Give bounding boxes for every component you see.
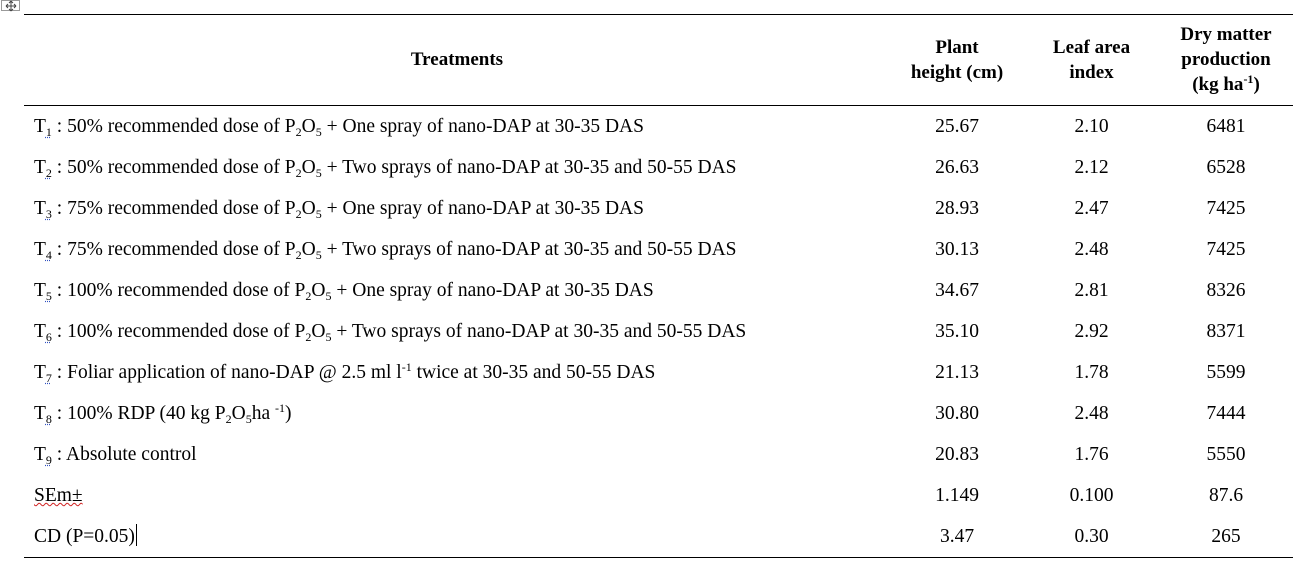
lai-cell: 2.81	[1074, 280, 1109, 301]
header-leaf-area-index	[1024, 14, 1159, 105]
dry-matter-cell: 7425	[1206, 239, 1246, 260]
dry-matter-cell: 8371	[1206, 321, 1246, 342]
dry-matter-cell: 7425	[1206, 198, 1246, 219]
dry-matter-cell: 87.6	[1208, 485, 1244, 506]
lai-cell: 0.30	[1074, 526, 1109, 547]
cd-label[interactable]: CD (P=0.05)	[34, 526, 135, 547]
table-row	[24, 270, 1293, 311]
plant-height-cell: 30.13	[935, 239, 979, 260]
table-move-handle[interactable]	[1, 0, 20, 11]
dry-matter-cell: 6528	[1206, 157, 1246, 178]
plant-height-cell: 34.67	[935, 280, 979, 301]
dry-matter-cell: 5550	[1206, 444, 1246, 465]
dry-matter-cell: 6481	[1206, 116, 1246, 137]
lai-cell: 1.76	[1074, 444, 1109, 465]
header-plant-height-line2: height (cm)	[910, 61, 1004, 83]
table-row	[24, 188, 1293, 229]
header-plant-height-line1: Plant	[935, 36, 979, 58]
table-bottom-rule	[24, 557, 1293, 558]
treatment-cell: $T_3$ : 75% recommended dose of $P_2O_5$ + One spray of nano-DAP at 30-35 DAS	[34, 198, 644, 221]
treatment-cell: $T_4$ : 75% recommended dose of $P_2O_5$ + Two sprays of nano-DAP at 30-35 and 50-55 DAS	[34, 239, 737, 262]
lai-cell: 2.47	[1074, 198, 1109, 219]
treatment-cell: $T_8$ : 100% RDP (40 kg $P_2O_5ha$ $^{-1}$)	[34, 401, 292, 426]
lai-cell: 2.48	[1074, 239, 1109, 260]
table-row	[24, 106, 1293, 147]
table-row	[24, 434, 1293, 475]
treatment-cell: $T_7$ : Foliar application of nano-DAP @ 2.5 ml $l^{-1}$ twice at 30-35 and 50-55 DAS	[34, 360, 656, 385]
plant-height-cell: 25.67	[935, 116, 979, 137]
plant-height-cell: 20.83	[935, 444, 979, 465]
plant-height-cell: 3.47	[939, 526, 975, 547]
sem-row	[24, 475, 1293, 516]
treatment-cell: $T_1$ : 50% recommended dose of $P_2O_5$ + One spray of nano-DAP at 30-35 DAS	[34, 116, 644, 139]
header-dm-line1: Dry matter	[1180, 24, 1272, 45]
header-dry-matter	[1159, 14, 1293, 105]
table-row	[24, 352, 1293, 393]
plant-height-cell: 1.149	[935, 485, 979, 506]
plant-height-cell: 35.10	[935, 321, 979, 342]
lai-cell: 0.100	[1069, 485, 1114, 506]
text-cursor	[136, 524, 137, 546]
dry-matter-cell: 5599	[1206, 362, 1246, 383]
header-dm-line3: (kg $ha^{-1}$)	[1192, 72, 1260, 95]
header-treatments	[24, 14, 890, 105]
lai-cell: 2.10	[1074, 116, 1109, 137]
plant-height-cell: 30.80	[935, 403, 979, 424]
lai-cell: 2.48	[1074, 403, 1109, 424]
move-arrows-icon	[4, 0, 18, 12]
header-lai-line1: Leaf area	[1052, 36, 1131, 58]
lai-cell: 2.12	[1074, 157, 1109, 178]
header-treatments-label: Treatments	[410, 49, 504, 70]
dry-matter-cell: 8326	[1206, 280, 1246, 301]
table-body	[24, 106, 1293, 557]
table-row	[24, 147, 1293, 188]
table-row	[24, 229, 1293, 270]
table-row	[24, 311, 1293, 352]
plant-height-cell: 21.13	[935, 362, 979, 383]
treatment-cell: $T_9$ : Absolute control	[34, 444, 197, 467]
table-row	[24, 393, 1293, 434]
treatment-cell: $T_6$ : 100% recommended dose of $P_2O_5$ + Two sprays of nano-DAP at 30-35 and 50-55 DAS	[34, 321, 747, 344]
treatment-cell: $T_5$ : 100% recommended dose of $P_2O_5$ + One spray of nano-DAP at 30-35 DAS	[34, 280, 654, 303]
treatment-cell: $T_2$ : 50% recommended dose of $P_2O_5$ + Two sprays of nano-DAP at 30-35 and 50-55 DAS	[34, 157, 737, 180]
plant-height-cell: 28.93	[935, 198, 979, 219]
lai-cell: 2.92	[1074, 321, 1109, 342]
header-lai-line2: index	[1069, 61, 1114, 83]
header-dm-line2: production	[1181, 49, 1271, 70]
plant-height-cell: 26.63	[935, 157, 979, 178]
lai-cell: 1.78	[1074, 362, 1109, 383]
header-plant-height	[890, 14, 1024, 105]
sem-label: SEm±	[34, 485, 83, 506]
dry-matter-cell: 265	[1211, 526, 1241, 547]
dry-matter-cell: 7444	[1206, 403, 1246, 424]
cd-row	[24, 516, 1293, 557]
